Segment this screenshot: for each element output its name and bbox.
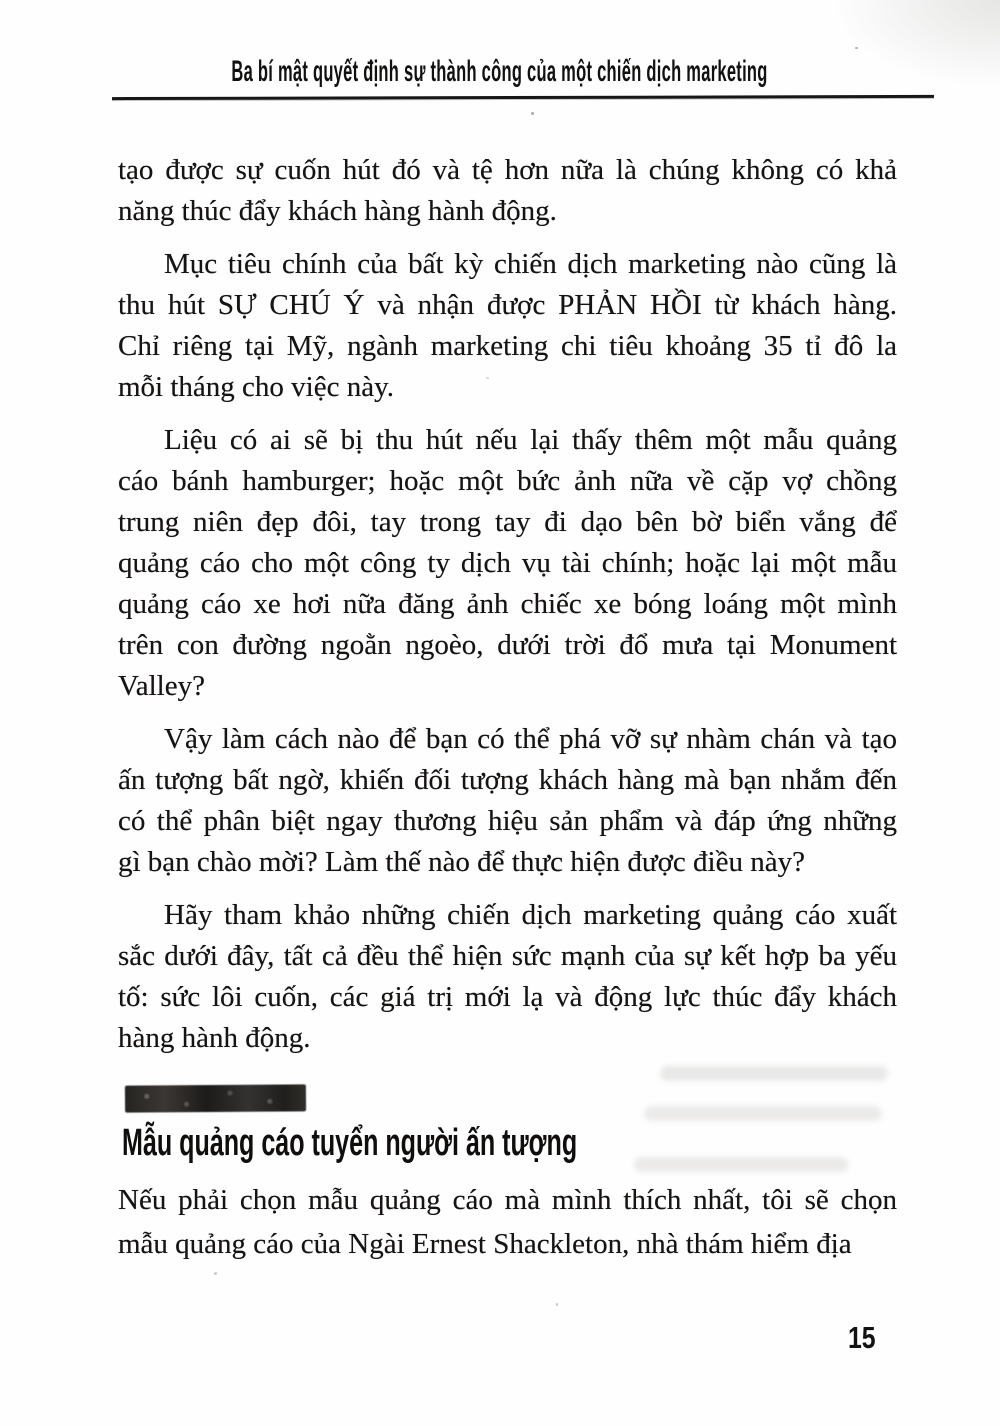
text-line: Valley? [118, 670, 205, 702]
paragraph [118, 895, 897, 1059]
text-line: tố: sức lôi cuốn, các giá trị mới lạ và động lực thúc đẩy khách [118, 981, 897, 1013]
running-header-title: Ba bí mật quyết định sự thành công của một chiến dịch marketing [231, 55, 769, 88]
scan-bleedthrough-artifact [644, 1106, 882, 1121]
paragraph [118, 719, 897, 883]
text-line: tạo được sự cuốn hút đó và tệ hơn nữa là chúng không có khả [118, 154, 897, 186]
text-line: năng thúc đẩy khách hàng hành động. [118, 195, 557, 227]
scan-bleedthrough-artifact [660, 1066, 888, 1081]
body-text [118, 150, 897, 1059]
paragraph [118, 1178, 897, 1266]
scan-speck [486, 377, 489, 379]
scan-speck [855, 47, 858, 49]
text-line: hàng hành động. [118, 1022, 311, 1054]
text-line: quảng cáo xe hơi nữa đăng ảnh chiếc xe bóng loáng một mình [118, 588, 897, 620]
section-heading: Mẫu quảng cáo tuyển người ấn tượng [122, 1122, 578, 1164]
text-line: thu hút SỰ CHÚ Ý và nhận được PHẢN HỒI từ khách hàng. [118, 289, 897, 321]
text-line: Chỉ riêng tại Mỹ, ngành marketing chi tiêu khoảng 35 tỉ đô la [118, 330, 897, 362]
section-paragraph [118, 1178, 897, 1266]
paragraph [118, 420, 897, 707]
section-header [122, 1085, 812, 1165]
text-line: mỗi tháng cho việc này. [118, 371, 394, 403]
text-line: Mục tiêu chính của bất kỳ chiến dịch marketing nào cũng là [164, 248, 897, 280]
header-rule [112, 95, 934, 100]
paragraph [118, 244, 897, 408]
text-line: gì bạn chào mời? Làm thế nào để thực hiện được điều này? [118, 846, 805, 878]
scan-speck [556, 1303, 558, 1306]
text-line: ấn tượng bất ngờ, khiến đối tượng khách hàng mà bạn nhắm đến [118, 764, 897, 796]
text-line: Vậy làm cách nào để bạn có thể phá vỡ sự nhàm chán và tạo [164, 723, 897, 755]
section-marker-bar [125, 1084, 306, 1112]
text-line: trung niên đẹp đôi, tay trong tay đi dạo bên bờ biển vắng để [118, 506, 897, 538]
text-line: sắc dưới đây, tất cả đều thể hiện sức mạnh của sự kết hợp ba yếu [118, 940, 897, 972]
text-line: mẫu quảng cáo của Ngài Ernest Shackleton, nhà thám hiểm địa [118, 1228, 852, 1260]
scan-speck [214, 1272, 217, 1275]
page-number: 15 [848, 1320, 876, 1355]
text-line: cáo bánh hamburger; hoặc một bức ảnh nữa về cặp vợ chồng [118, 465, 897, 497]
text-line: Nếu phải chọn mẫu quảng cáo mà mình thích nhất, tôi sẽ chọn [118, 1184, 897, 1216]
scan-bleedthrough-artifact [634, 1157, 848, 1172]
text-line: Hãy tham khảo những chiến dịch marketing quảng cáo xuất [164, 899, 897, 931]
text-line: có thể phân biệt ngay thương hiệu sản phẩm và đáp ứng những [118, 805, 897, 837]
paragraph [118, 150, 897, 232]
scan-corner-shade [830, 0, 1000, 90]
scan-speck [531, 112, 534, 115]
text-line: Liệu có ai sẽ bị thu hút nếu lại thấy thêm một mẫu quảng [164, 424, 897, 456]
text-line: quảng cáo cho một công ty dịch vụ tài chính; hoặc lại một mẫu [118, 547, 897, 579]
text-line: trên con đường ngoằn ngoèo, dưới trời đổ mưa tại Monument [118, 629, 897, 661]
